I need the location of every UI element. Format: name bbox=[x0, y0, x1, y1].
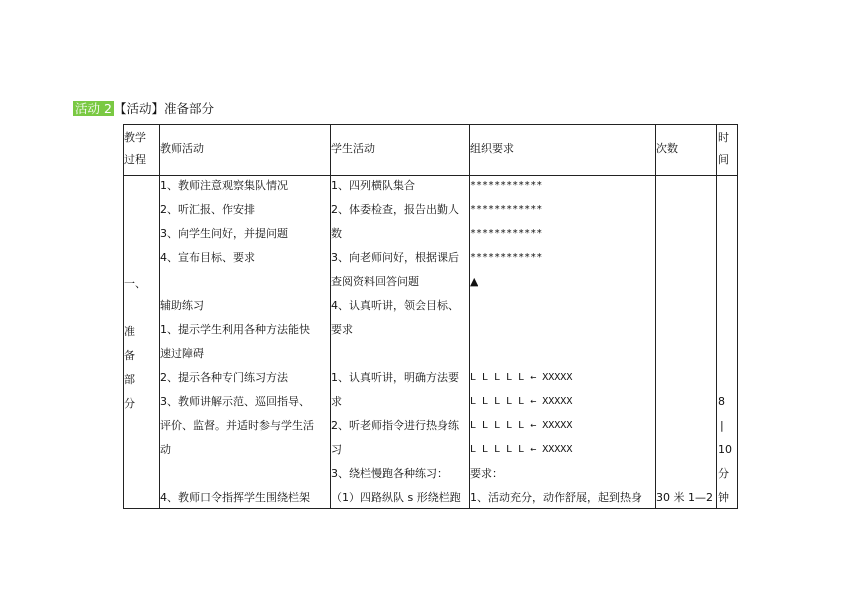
student-line: 1、四列横队集合 bbox=[331, 179, 415, 192]
process-text: 分 bbox=[124, 397, 135, 410]
header-process-1: 教学 bbox=[124, 131, 146, 144]
org-line: ************ bbox=[470, 228, 543, 239]
teacher-line: 3、教师讲解示范、巡回指导、 bbox=[160, 395, 310, 408]
student-line: 3、绕栏慢跑各种练习： bbox=[331, 467, 448, 480]
teacher-line: 动 bbox=[160, 443, 171, 456]
student-line: 4、认真听讲，领会目标、 bbox=[331, 299, 459, 312]
org-line: L L L L L ← XXXXX bbox=[470, 372, 573, 383]
student-line: 求 bbox=[331, 395, 342, 408]
lesson-table bbox=[123, 124, 738, 509]
process-text: 备 bbox=[124, 349, 135, 362]
org-line: ************ bbox=[470, 204, 543, 215]
teacher-line: 4、教师口令指挥学生围绕栏架 bbox=[160, 491, 310, 504]
teacher-line: 4、宣布目标、要求 bbox=[160, 251, 255, 264]
teacher-line: 1、教师注意观察集队情况 bbox=[160, 179, 288, 192]
org-line: L L L L L ← XXXXX bbox=[470, 420, 573, 431]
org-line: ************ bbox=[470, 252, 543, 263]
teacher-line: 1、提示学生利用各种方法能快 bbox=[160, 323, 310, 336]
student-line: 2、听老师指令进行热身练 bbox=[331, 419, 459, 432]
teacher-line: 辅助练习 bbox=[160, 299, 204, 312]
section-heading bbox=[73, 99, 214, 119]
teacher-line: 3、向学生问好，并提问题 bbox=[160, 227, 288, 240]
teacher-line: 2、提示各种专门练习方法 bbox=[160, 371, 288, 384]
teacher-line: 速过障碍 bbox=[160, 347, 204, 360]
org-line: 要求： bbox=[470, 467, 503, 480]
duration-text: | bbox=[720, 419, 724, 432]
org-line: ▲ bbox=[470, 275, 479, 288]
header-duration-2: 间 bbox=[718, 153, 729, 166]
header-teacher: 教师活动 bbox=[160, 142, 204, 155]
student-line: 要求 bbox=[331, 323, 353, 336]
times-value: 30 米 1—2 bbox=[656, 491, 713, 504]
student-line: 查阅资料回答问题 bbox=[331, 275, 419, 288]
student-line: 1、认真听讲，明确方法要 bbox=[331, 371, 459, 384]
org-line: ************ bbox=[470, 180, 543, 191]
duration-text: 分 bbox=[718, 467, 729, 480]
teacher-line: 评价、监督。并适时参与学生活 bbox=[160, 419, 314, 432]
header-process-2: 过程 bbox=[124, 153, 146, 166]
duration-text: 钟 bbox=[718, 491, 729, 504]
teacher-line: 2、听汇报、作安排 bbox=[160, 203, 255, 216]
body-cell-times bbox=[655, 175, 717, 509]
student-line: 2、体委检查，报告出勤人 bbox=[331, 203, 459, 216]
student-line: （1）四路纵队 s 形绕栏跑 bbox=[331, 491, 461, 504]
process-text: 部 bbox=[124, 373, 135, 386]
heading-text: 【活动】准备部分 bbox=[113, 101, 214, 116]
heading-highlight: 活动 2 bbox=[75, 101, 112, 116]
process-text: 一、 bbox=[124, 277, 146, 290]
org-line: L L L L L ← XXXXX bbox=[470, 396, 573, 407]
student-line: 习 bbox=[331, 443, 342, 456]
duration-text: 10 bbox=[718, 443, 732, 456]
duration-text: 8 bbox=[718, 395, 725, 408]
org-line: L L L L L ← XXXXX bbox=[470, 444, 573, 455]
student-line: 3、向老师问好，根据课后 bbox=[331, 251, 459, 264]
org-line: 1、活动充分，动作舒展，起到热身 bbox=[470, 491, 642, 504]
student-line: 数 bbox=[331, 227, 342, 240]
header-duration-1: 时 bbox=[718, 131, 729, 144]
header-student: 学生活动 bbox=[331, 142, 375, 155]
header-org: 组织要求 bbox=[470, 142, 514, 155]
process-text: 准 bbox=[124, 325, 135, 338]
header-times: 次数 bbox=[656, 142, 678, 155]
